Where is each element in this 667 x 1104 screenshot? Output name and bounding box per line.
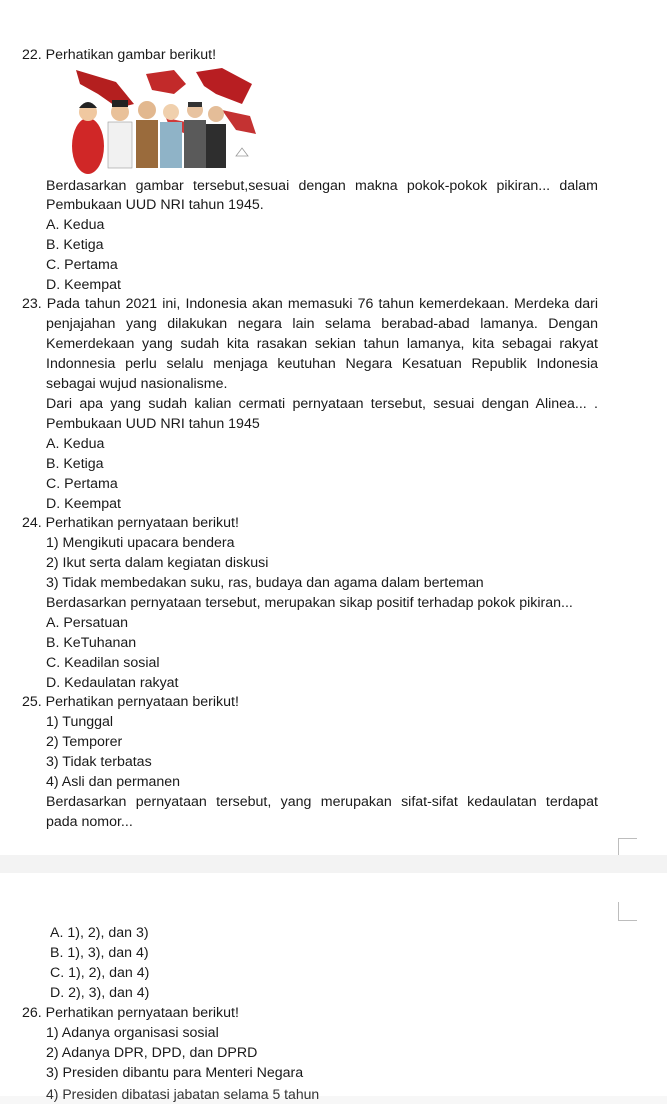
q23-option-d: D. Keempat <box>46 496 121 512</box>
q23-line3: Indonnesia perlu selalu menjaga keutuhan Negara Kesatuan Republik Indonesia <box>46 356 598 372</box>
q22-text-line2: Pembukaan UUD NRI tahun 1945. <box>46 197 264 213</box>
crop-mark-bottom <box>618 902 637 921</box>
indonesia-map-people-illustration <box>46 64 258 176</box>
q22-text-line1: Berdasarkan gambar tersebut,sesuai dengan makna pokok-pokok pikiran... dalam <box>46 178 598 194</box>
q24-item-2: 2) Ikut serta dalam kegiatan diskusi <box>46 555 269 571</box>
q24-item-1: 1) Mengikuti upacara bendera <box>46 535 235 551</box>
q25-option-d: D. 2), 3), dan 4) <box>50 985 150 1001</box>
q22-option-d: D. Keempat <box>46 277 121 293</box>
q23-heading: 23. Pada tahun 2021 ini, Indonesia akan memasuki 76 tahun kemerdekaan. Merdeka dari <box>22 296 598 312</box>
q22-heading: 22. Perhatikan gambar berikut! <box>22 47 217 63</box>
q23-line1: penjajahan yang dilakukan negara lain selama berabad-abad lamanya. Dengan <box>46 316 598 332</box>
q23-line5: Dari apa yang sudah kalian cermati pernyataan tersebut, sesuai dengan Alinea... . <box>46 396 598 412</box>
q24-option-d: D. Kedaulatan rakyat <box>46 675 179 691</box>
q25-question-line1: Berdasarkan pernyataan tersebut, yang merupakan sifat-sifat kedaulatan terdapat <box>46 794 598 810</box>
cut-off-line-container <box>0 1086 667 1104</box>
q23-option-c: C. Pertama <box>46 476 118 492</box>
q24-option-c: C. Keadilan sosial <box>46 655 160 671</box>
q25-option-a: A. 1), 2), dan 3) <box>50 925 149 941</box>
q22-option-b: B. Ketiga <box>46 237 104 253</box>
q24-option-b: B. KeTuhanan <box>46 635 137 651</box>
page-break-band <box>0 855 667 873</box>
q25-heading: 25. Perhatikan pernyataan berikut! <box>22 694 239 710</box>
q24-heading: 24. Perhatikan pernyataan berikut! <box>22 515 239 531</box>
q24-question: Berdasarkan pernyataan tersebut, merupakan sikap positif terhadap pokok pikiran... <box>46 595 573 611</box>
q25-question-line2: pada nomor... <box>46 814 133 830</box>
q22-option-a: A. Kedua <box>46 217 105 233</box>
q23-line4: sebagai wujud nasionalisme. <box>46 376 228 392</box>
q25-option-b: B. 1), 3), dan 4) <box>50 945 149 961</box>
q26-item-3: 3) Presiden dibantu para Menteri Negara <box>46 1065 304 1081</box>
q25-item-3: 3) Tidak terbatas <box>46 754 152 770</box>
q23-line6: Pembukaan UUD NRI tahun 1945 <box>46 416 260 432</box>
q23-line2: Kemerdekaan yang sudah kita rasakan sekian tahun lamanya, kita sebagai rakyat <box>46 336 598 352</box>
q25-item-1: 1) Tunggal <box>46 714 114 730</box>
q26-item-1: 1) Adanya organisasi sosial <box>46 1025 219 1041</box>
q25-item-2: 2) Temporer <box>46 734 123 750</box>
q25-option-c: C. 1), 2), dan 4) <box>50 965 150 981</box>
q24-option-a: A. Persatuan <box>46 615 129 631</box>
q26-item-2: 2) Adanya DPR, DPD, dan DPRD <box>46 1045 258 1061</box>
q23-option-b: B. Ketiga <box>46 456 104 472</box>
q26-item-4: 4) Presiden dibatasi jabatan selama 5 tahun <box>46 1086 320 1102</box>
q25-item-4: 4) Asli dan permanen <box>46 774 181 790</box>
q23-option-a: A. Kedua <box>46 436 105 452</box>
q26-heading: 26. Perhatikan pernyataan berikut! <box>22 1005 239 1021</box>
q24-item-3: 3) Tidak membedakan suku, ras, budaya dan agama dalam berteman <box>46 575 484 591</box>
q22-option-c: C. Pertama <box>46 257 118 273</box>
